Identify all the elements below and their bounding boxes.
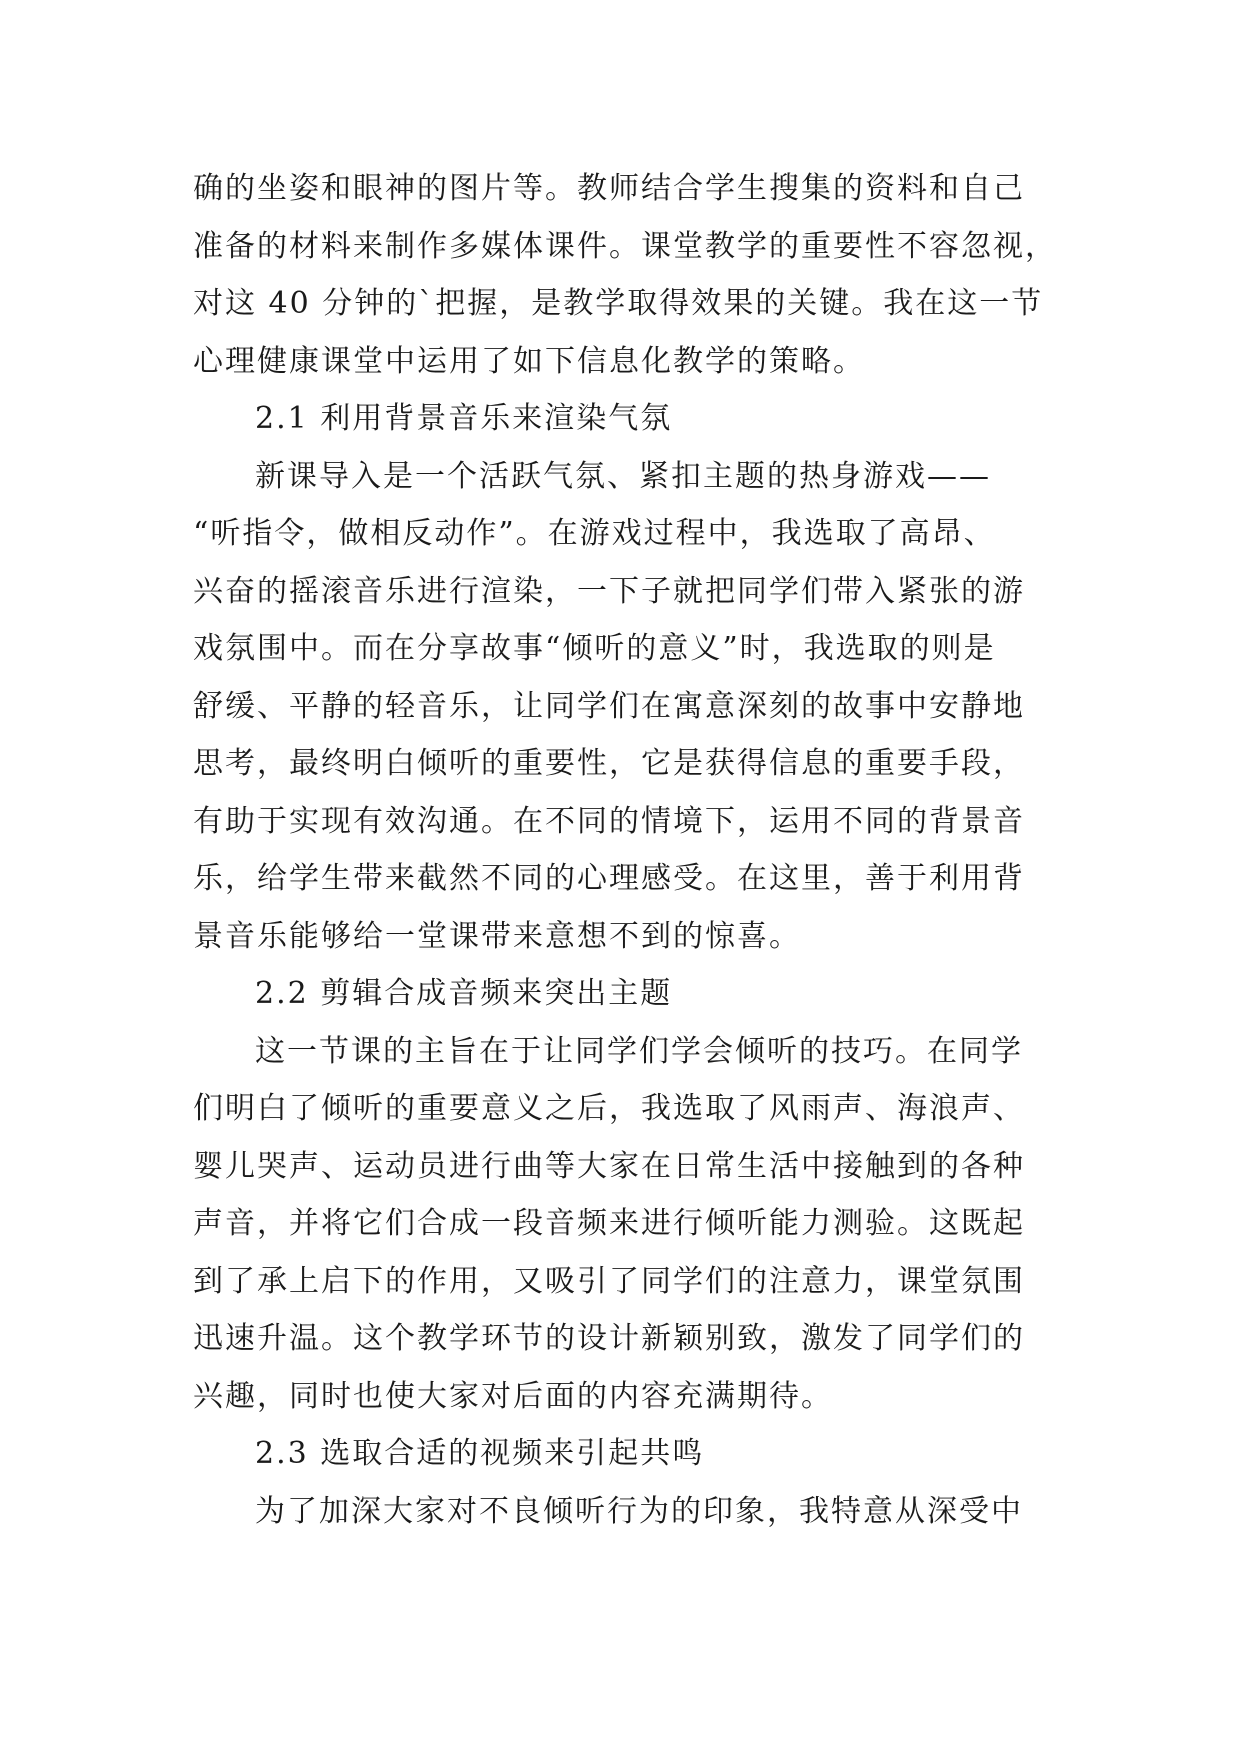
text-line: 有助于实现有效沟通。在不同的情境下，运用不同的背景音 (193, 803, 1025, 839)
text-line: 舒缓、平静的轻音乐，让同学们在寓意深刻的故事中安静地 (193, 688, 1025, 724)
text-line: 心理健康课堂中运用了如下信息化教学的策略。 (193, 343, 865, 379)
text-line: 确的坐姿和眼神的图片等。教师结合学生搜集的资料和自己 (193, 171, 1025, 206)
paragraph-start-line: 为了加深大家对不良倾听行为的印象，我特意从深受中 (255, 1493, 1023, 1529)
text-line: 戏氛围中。而在分享故事“倾听的意义”时，我选取的则是 (193, 631, 996, 666)
paragraph-start-line: 这一节课的主旨在于让同学们学会倾听的技巧。在同学 (255, 1033, 1023, 1069)
text-line: 们明白了倾听的重要意义之后，我选取了风雨声、海浪声、 (193, 1091, 1025, 1126)
text-line: 思考，最终明白倾听的重要性，它是获得信息的重要手段， (193, 746, 1025, 781)
paragraph-start-line: 2.3 选取合适的视频来引起共鸣 (255, 1436, 705, 1471)
body-text (193, 160, 1093, 1540)
paragraph-start-line: 新课导入是一个活跃气氛、紧扣主题的热身游戏—— (255, 458, 991, 494)
paragraph-start-line: 2.2 剪辑合成音频来突出主题 (255, 976, 673, 1011)
text-line: 兴趣，同时也使大家对后面的内容充满期待。 (193, 1378, 833, 1414)
text-line: 到了承上启下的作用，又吸引了同学们的注意力，课堂氛围 (193, 1263, 1025, 1299)
text-line: 对这 40 分钟的`把握，是教学取得效果的关键。我在这一节 (193, 286, 1044, 321)
text-line: “听指令，做相反动作”。在游戏过程中，我选取了高昂、 (193, 516, 996, 551)
text-line: 声音，并将它们合成一段音频来进行倾听能力测验。这既起 (193, 1206, 1025, 1241)
paragraph-start-line: 2.1 利用背景音乐来渲染气氛 (255, 401, 673, 436)
text-line: 婴儿哭声、运动员进行曲等大家在日常生活中接触到的各种 (193, 1148, 1025, 1184)
text-line: 景音乐能够给一堂课带来意想不到的惊喜。 (193, 918, 801, 954)
text-line: 乐，给学生带来截然不同的心理感受。在这里，善于利用背 (193, 861, 1025, 896)
text-line: 准备的材料来制作多媒体课件。课堂教学的重要性不容忽视， (193, 228, 1057, 264)
text-line: 迅速升温。这个教学环节的设计新颖别致，激发了同学们的 (193, 1321, 1025, 1356)
text-line: 兴奋的摇滚音乐进行渲染，一下子就把同学们带入紧张的游 (193, 573, 1025, 609)
